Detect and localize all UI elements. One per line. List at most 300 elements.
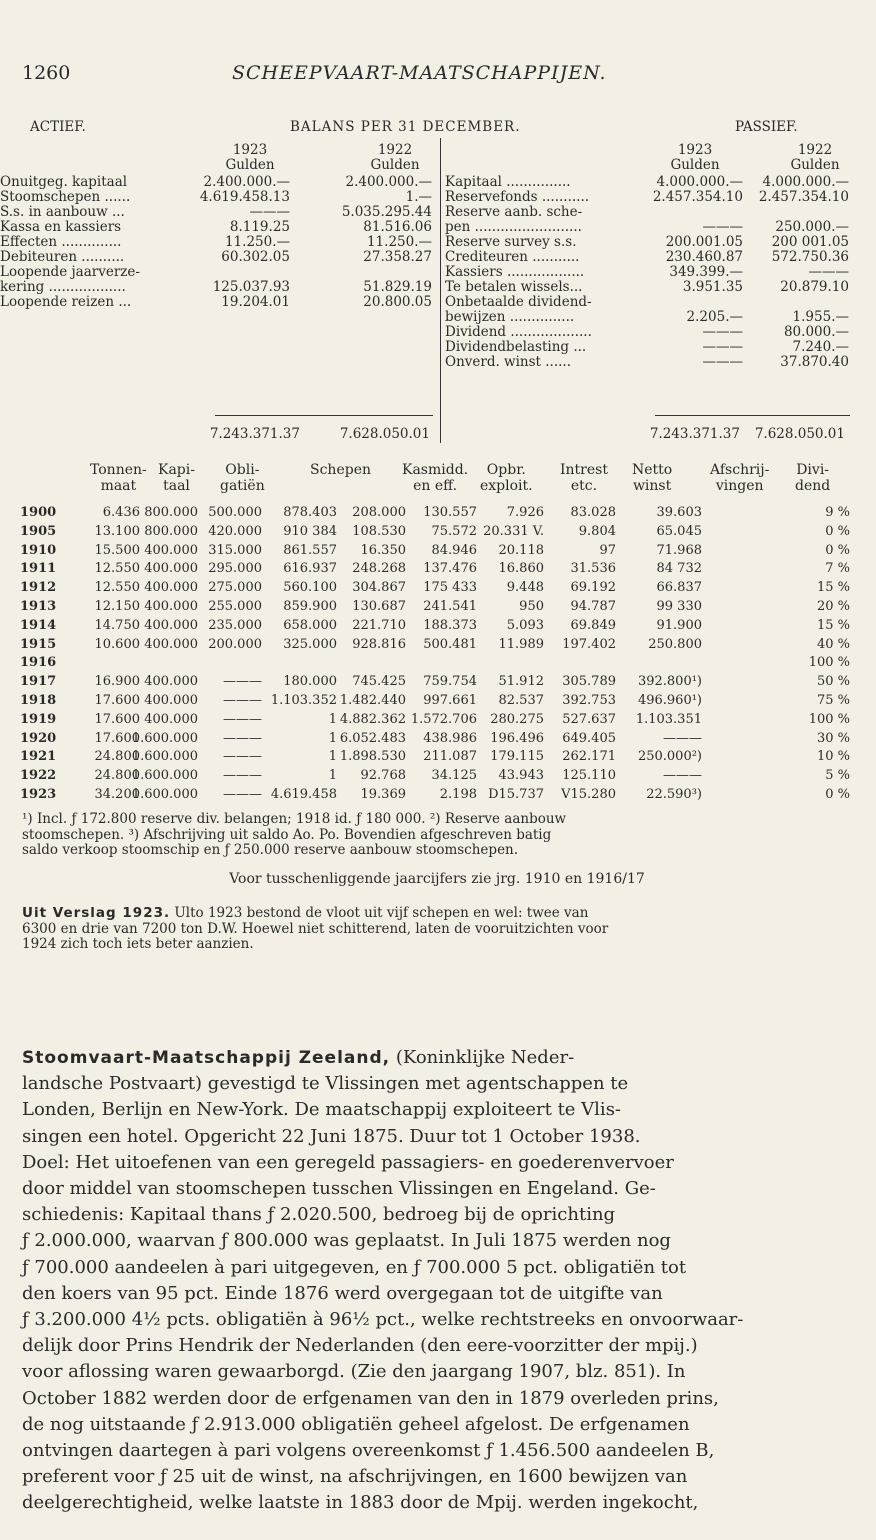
value-cell: 34.125 [431,768,477,784]
value-cell: 6.436 [102,505,140,520]
value-cell: 248.268 [352,561,406,577]
value-cell: ——— [663,730,702,746]
line-text: schiedenis: Kapitaal thans ƒ 2.020.500, bedroeg bij de oprichting [22,1204,616,1226]
right-head-1922: 1922 Gulden [790,142,840,173]
value-cell: 179.115 [490,749,544,765]
value-cell: 130.687 [352,598,406,614]
value-cell: V15.280 [561,786,616,802]
value-cell: ——— [223,768,262,784]
value-cell: 31.536 [570,561,616,577]
value-cell: 15 % [816,617,850,633]
value-cell: 928.816 [352,636,406,652]
value-cell: 71.968 [656,542,702,558]
value-cell: 65.045 [656,523,702,539]
header-line: Kapi- [158,462,195,478]
footnotes [22,812,852,859]
value-cell: 1.600.000 [131,786,198,802]
value-cell: 22.590³) [646,786,702,802]
verslag-lead: Uit Verslag 1923. [22,905,171,921]
value-cell: 40 % [816,636,850,652]
actief-row [0,295,440,310]
value-cell: D15.737 [488,786,544,802]
value-cell: 24.800 [94,768,140,784]
stats-row [20,579,850,598]
body-line [22,1124,858,1150]
stats-row [20,767,850,786]
line-text: door middel van stoomschepen tusschen Vlissingen en Engeland. Ge- [22,1178,656,1200]
value-cell: 400.000 [144,711,198,727]
value-1922: 2.457.354.10 [758,189,849,205]
year-cell: 1915 [20,636,57,652]
value-cell: 83.028 [570,505,616,520]
year-cell: 1921 [20,749,57,765]
left-total-rule [215,415,433,416]
row-label: Debiteuren .......... [0,249,125,265]
value-cell: 24.800 [94,749,140,765]
value-cell: ——— [223,674,262,690]
value-cell: 800.000 [144,505,198,520]
body-line [22,1412,858,1438]
right-total-1922: 7.628.050.01 [754,426,845,442]
row-label: kering .................. [0,279,126,295]
value-cell: 180.000 [283,674,337,690]
passief-row [445,310,855,325]
value-cell: 100 % [808,655,850,671]
value-1922: 5.035.295.44 [341,204,432,220]
value-cell: 9.804 [578,523,616,539]
right-total-1923: 7.243.371.37 [649,426,740,442]
body-line [22,1176,858,1202]
value-1922: 572.750.36 [771,249,849,265]
header-line: winst [632,478,672,494]
value-cell: 196.496 [490,730,544,746]
value-1923: 125.037.93 [212,279,290,295]
stats-row [20,560,850,579]
balance-title: BALANS PER 31 DECEMBER. [290,119,521,135]
value-cell: 250.000²) [637,749,702,765]
value-cell: 392.800¹) [637,674,702,690]
value-cell: 496.960¹) [637,692,702,708]
value-cell: 275.000 [208,580,262,596]
value-cell: 14.750 [94,617,140,633]
line-text: deelgerechtigheid, welke laatste in 1883 door de Mpij. werden ingekocht, [22,1492,699,1514]
value-1923: ——— [702,339,743,355]
value-cell: 5.093 [506,617,544,633]
value-cell: 950 [519,598,544,614]
value-cell: 0 % [825,542,850,558]
value-cell: 400.000 [144,692,198,708]
right-head-1923: 1923 Gulden [670,142,720,173]
header-line: dend [795,478,831,494]
body-line [22,1490,858,1516]
stats-row [20,673,850,692]
page-header [22,62,852,88]
value-cell: 800.000 [144,523,198,539]
body-line [22,1307,858,1333]
value-cell: 17.600 [94,692,140,708]
value-1922: 200 001.05 [771,234,849,250]
line-text: singen een hotel. Opgericht 22 Juni 1875. Duur tot 1 October 1938. [22,1125,641,1147]
body-line [22,1438,858,1464]
line-text: den koers van 95 pct. Einde 1876 werd overgegaan tot de uitgifte van [22,1282,663,1304]
row-label: Reservefonds ........... [445,189,590,205]
year-cell: 1919 [20,711,57,727]
left-total-1923: 7.243.371.37 [209,426,300,442]
header-line: Divi- [796,462,830,478]
passief-label: PASSIEF. [735,119,798,135]
value-cell: ——— [663,768,702,784]
value-1923: 2.205.— [686,309,743,325]
value-1923: ——— [249,204,290,220]
row-label: Reserve aanb. sche- [445,204,583,220]
value-cell: 7.926 [506,505,544,520]
value-cell: 4.882.362 [339,711,406,727]
value-cell: 0 % [825,786,850,802]
header-line: Intrest [560,462,608,478]
header-line: taal [163,478,190,494]
value-1922: 20.879.10 [780,279,849,295]
row-label: Loopende reizen ... [0,294,132,310]
passief-row [445,190,855,205]
value-cell: 91.900 [656,617,702,633]
body-line [22,1228,858,1254]
value-1923: 2.457.354.10 [652,189,743,205]
year-cell: 1913 [20,598,57,614]
stats-row [20,542,850,561]
stats-row [20,730,850,749]
value-cell: 527.637 [562,711,616,727]
row-label: Crediteuren ........... [445,249,580,265]
header-line: Afschrij- [710,462,770,478]
value-cell: 6.052.483 [339,730,406,746]
stats-row [20,617,850,636]
value-cell: 262.171 [562,749,616,765]
value-cell: 208.000 [352,505,406,520]
value-cell: 84.946 [431,542,477,558]
value-cell: 315.000 [208,542,262,558]
value-cell: 11.989 [498,636,544,652]
stats-row [20,636,850,655]
value-cell: 175 433 [423,580,477,596]
value-cell: 34.200 [94,786,140,802]
yearly-statistics-table [20,462,850,805]
body-line [22,1071,858,1097]
value-cell: 20.118 [498,542,544,558]
value-cell: 97 [599,542,616,558]
value-cell: 99 330 [656,598,702,614]
value-cell: 878.403 [283,505,337,520]
value-cell: 10.600 [94,636,140,652]
value-1922: 51.829.19 [363,279,432,295]
body-line [22,1359,858,1385]
value-1923: 11.250.— [224,234,290,250]
header-line: Opbr. [486,462,526,478]
year-cell: 1905 [20,523,57,539]
line-text: (Koninklijke Neder- [390,1047,575,1068]
value-cell: 255.000 [208,598,262,614]
row-label: Dividendbelasting ... [445,339,587,355]
value-cell: 200.000 [208,636,262,652]
header-line: Tonnen- [90,462,147,478]
header-line: Schepen [310,462,371,478]
row-label: Loopende jaarverze- [0,264,140,280]
footnote-line: saldo verkoop stoomschip en ƒ 250.000 reserve aanbouw stoomschepen. [22,842,519,858]
line-text: voor aflossing waren gewaarborgd. (Zie den jaargang 1907, blz. 851). In [22,1361,686,1383]
verslag-paragraph: Uit Verslag 1923. Ulto 1923 bestond de vloot uit vijf schepen en wel: twee van 6300 en drie van 7200 ton D.W. Hoewel niet schitterend, laten de vooruitzichten voor 1924 zich toch iets beter aanzien. [22,905,609,952]
value-cell: 9.448 [506,580,544,596]
body-line [22,1255,858,1281]
value-1922: 7.240.— [792,339,849,355]
value-cell: 66.837 [656,580,702,596]
actief-row [0,280,440,295]
value-cell: 438.986 [423,730,477,746]
body-line [22,1333,858,1359]
value-cell: 17.600 [94,711,140,727]
row-label: S.s. in aanbouw ... [0,204,125,220]
value-cell: 16.900 [94,674,140,690]
row-label: Kassa en kassiers [0,219,122,235]
year-cell: 1914 [20,617,57,633]
value-1922: ——— [808,264,849,280]
header-line: vingen [715,478,764,494]
value-cell: 197.402 [562,636,616,652]
row-label: Onverd. winst ...... [445,354,572,370]
value-cell: 560.100 [283,580,337,596]
value-cell: 69.849 [570,617,616,633]
passief-row [445,340,855,355]
year-cell: 1911 [20,561,57,577]
line-text: Londen, Berlijn en New-York. De maatschappij exploiteert te Vlis- [22,1099,622,1121]
value-cell: 745.425 [352,674,406,690]
passief-row [445,205,855,220]
passief-row [445,355,855,370]
passief-row [445,250,855,265]
value-1923: 4.000.000.— [656,174,743,190]
value-1922: 37.870.40 [780,354,849,370]
body-line [22,1464,858,1490]
value-cell: 861.557 [283,542,337,558]
value-cell: 304.867 [352,580,406,596]
company-description [22,1045,858,1517]
row-label: Te betalen wissels... [445,279,583,295]
value-cell: ——— [223,786,262,802]
running-title: SCHEEPVAART-MAATSCHAPPIJEN. [232,62,607,84]
value-cell: 235.000 [208,617,262,633]
year-cell: 1900 [20,505,57,520]
body-line [22,1386,858,1412]
value-cell: 15 % [816,580,850,596]
value-1922: 4.000.000.— [762,174,849,190]
stats-row [20,598,850,617]
passief-row [445,235,855,250]
value-cell: 295.000 [208,561,262,577]
left-head-1923: 1923 Gulden [225,142,275,173]
value-cell: 20.331 V. [483,523,544,539]
stats-row [20,504,850,523]
value-cell: 1.572.706 [410,711,477,727]
value-cell: 759.754 [423,674,477,690]
header-line: etc. [570,478,598,494]
body-line [22,1150,858,1176]
value-cell: 859.900 [283,598,337,614]
value-cell: 400.000 [144,636,198,652]
stats-row [20,711,850,730]
value-1922: 250.000.— [775,219,849,235]
value-cell: 649.405 [562,730,616,746]
value-cell: 241.541 [423,598,477,614]
line-text: preferent voor ƒ 25 uit de winst, na afschrijvingen, en 1600 bewijzen van [22,1466,688,1488]
value-cell: 7 % [825,561,850,577]
value-cell: 616.937 [283,561,337,577]
value-1922: 81.516.06 [363,219,432,235]
actief-row [0,220,440,235]
actief-row [0,235,440,250]
value-1922: 11.250.— [366,234,432,250]
value-1923: ——— [702,324,743,340]
actief-row [0,205,440,220]
value-cell: 221.710 [352,617,406,633]
value-1922: 27.358.27 [363,249,432,265]
value-cell: 17.600 [94,730,140,746]
passief-row [445,220,855,235]
value-cell: 75.572 [431,523,477,539]
value-cell: 43.943 [498,768,544,784]
header-line: gatiën [220,478,265,494]
value-1923: 4.619.458.13 [199,189,290,205]
row-label: Onbetaalde dividend- [445,294,592,310]
value-cell: 280.275 [490,711,544,727]
value-cell: 30 % [816,730,850,746]
line-text: ƒ 2.000.000, waarvan ƒ 800.000 was geplaatst. In Juli 1875 werden nog [22,1230,671,1252]
value-cell: 75 % [816,692,850,708]
value-1923: 3.951.35 [682,279,743,295]
stats-row [20,748,850,767]
passief-row [445,175,855,190]
value-cell: 92.768 [360,768,406,784]
body-line [22,1202,858,1228]
year-cell: 1910 [20,542,57,558]
stats-header [20,470,850,504]
value-cell: 9 % [825,505,850,520]
value-cell: 12.550 [94,580,140,596]
value-cell: 12.550 [94,561,140,577]
value-cell: 392.753 [562,692,616,708]
value-1922: 20.800.05 [363,294,432,310]
left-total-1922: 7.628.050.01 [339,426,430,442]
year-cell: 1916 [20,655,57,671]
value-cell: 400.000 [144,580,198,596]
stats-row [20,523,850,542]
value-cell: 1.103.352 [270,692,337,708]
row-label: Kassiers .................. [445,264,585,280]
value-cell: 1 [328,711,337,727]
value-cell: 82.537 [498,692,544,708]
passief-table [445,175,855,370]
value-cell: 500.000 [208,505,262,520]
value-1922: 1.955.— [792,309,849,325]
value-cell: ——— [223,730,262,746]
passief-row [445,280,855,295]
value-cell: 305.789 [562,674,616,690]
value-cell: 10 % [816,749,850,765]
value-cell: 69.192 [570,580,616,596]
balance-divider [440,138,441,443]
value-cell: 1 [328,749,337,765]
actief-label: ACTIEF. [30,119,86,135]
year-cell: 1920 [20,730,57,746]
stats-row [20,786,850,805]
year-cell: 1917 [20,674,57,690]
footnote-line: ¹) Incl. ƒ 172.800 reserve div. belangen; 1918 id. ƒ 180 000. ²) Reserve aanbouw [22,811,567,827]
value-cell: ——— [223,711,262,727]
header-line: en eff. [413,478,458,494]
year-cell: 1912 [20,580,57,596]
value-cell: 400.000 [144,598,198,614]
line-text: delijk door Prins Hendrik der Nederlanden (den eere-voorzitter der mpij.) [22,1335,698,1357]
header-line: exploit. [480,478,533,494]
line-text: October 1882 werden door de erfgenamen van den in 1879 overleden prins, [22,1387,719,1409]
value-cell: 211.087 [423,749,477,765]
value-cell: 12.150 [94,598,140,614]
header-line: Netto [632,462,673,478]
stats-row [20,692,850,711]
value-cell: 1.600.000 [131,768,198,784]
row-label: bewijzen ............... [445,309,575,325]
value-cell: 1 [328,768,337,784]
header-line: maat [100,478,137,494]
value-cell: 13.100 [94,523,140,539]
value-cell: 1.600.000 [131,749,198,765]
value-cell: 2.198 [439,786,477,802]
year-cell: 1923 [20,786,57,802]
value-cell: 20 % [816,598,850,614]
value-cell: 400.000 [144,561,198,577]
value-cell: 1.600.000 [131,730,198,746]
actief-row [0,250,440,265]
value-cell: ——— [223,749,262,765]
value-1923: ——— [702,219,743,235]
line-text: ontvingen daartegen à pari volgens overeenkomst ƒ 1.456.500 aandeelen B, [22,1440,715,1462]
value-cell: 39.603 [656,505,702,520]
line-text: ƒ 3.200.000 4½ pcts. obligatiën à 96½ pct., welke rechtstreeks en onvoorwaar- [22,1309,744,1331]
actief-row [0,265,440,280]
value-cell: 910 384 [283,523,337,539]
value-cell: 250.800 [648,636,702,652]
value-1923: ——— [702,354,743,370]
value-1923: 230.460.87 [665,249,743,265]
value-cell: 130.557 [423,505,477,520]
value-cell: 400.000 [144,542,198,558]
value-1923: 2.400.000.— [203,174,290,190]
value-cell: 420.000 [208,523,262,539]
value-cell: 997.661 [423,692,477,708]
header-line: Kasmidd. [402,462,469,478]
value-1922: 1.— [405,189,432,205]
footnote-line: stoomschepen. ³) Afschrijving uit saldo Ao. Po. Bovendien afgeschreven batig [22,826,552,843]
line-text: ƒ 700.000 aandeelen à pari uitgegeven, en ƒ 700.000 5 pct. obligatiën tot [22,1256,687,1278]
value-cell: 1.482.440 [339,692,406,708]
value-cell: 94.787 [570,598,616,614]
value-cell: 108.530 [352,523,406,539]
right-total-rule [655,415,850,416]
body-line [22,1097,858,1123]
actief-table [0,175,440,310]
row-label: Reserve survey s.s. [445,234,577,250]
value-1922: 2.400.000.— [345,174,432,190]
cross-reference-note: Voor tusschenliggende jaarcijfers zie jrg. 1910 en 1916/17 [229,871,645,887]
value-cell: 400.000 [144,674,198,690]
value-cell: 137.476 [423,561,477,577]
